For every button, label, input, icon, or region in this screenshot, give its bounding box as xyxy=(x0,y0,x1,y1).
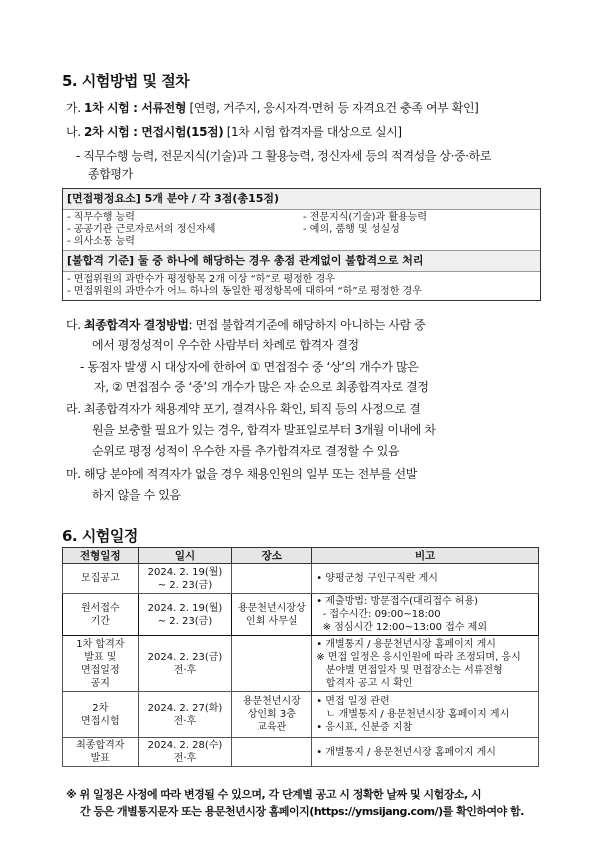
date-cell-line: 전·후 xyxy=(173,753,197,764)
item-ra-line3: 순위로 평정 성적이 우수한 자를 추가합격자로 결정할 수 있음 xyxy=(92,444,400,458)
stage-cell-line: 기간 xyxy=(90,615,110,627)
date-cell-line: 2024. 2. 19(월) xyxy=(147,602,223,614)
item-ga-prefix: 가. xyxy=(66,101,85,115)
evaluation-row xyxy=(63,236,540,248)
schedule-row xyxy=(63,738,539,767)
schedule-table xyxy=(62,547,539,767)
date-cell-line: 2024. 2. 27(화) xyxy=(147,702,223,714)
stage-cell xyxy=(63,594,139,636)
stage-cell-line: 면접시험 xyxy=(80,715,120,727)
header-stage: 전형일정 xyxy=(63,548,139,564)
note-cell-line: 분야별 면접일자 및 면접장소는 서류전형 xyxy=(316,664,503,676)
date-cell-line: 2024. 2. 19(월) xyxy=(147,566,223,578)
section6-title: 6. 시험일정 xyxy=(62,527,138,545)
note-cell xyxy=(312,738,539,767)
schedule-row xyxy=(63,564,539,594)
evaluation-item: - 공공기관 근로자로서의 정신자세 xyxy=(67,224,216,235)
stage-cell-line: 공지 xyxy=(90,677,110,689)
item-da xyxy=(66,316,425,333)
date-cell-line: 전·후 xyxy=(173,715,197,727)
note-cell xyxy=(312,636,539,692)
place-cell-line: 용문천년시장 xyxy=(242,696,301,707)
fail-criteria-item: - 면접위원의 과반수가 평정항목 2개 이상 “하”로 평정한 경우 xyxy=(67,274,335,285)
stage-cell-line: 2차 xyxy=(92,702,109,714)
schedule-header-row xyxy=(63,548,539,564)
header-place: 장소 xyxy=(232,548,312,564)
place-cell xyxy=(232,594,312,636)
stage-cell-line: 발표 및 xyxy=(84,651,117,663)
place-cell xyxy=(232,564,312,594)
item-ra-line1: 라. 최종합격자가 채용계약 포기, 결격사유 확인, 퇴직 등의 사정으로 결 xyxy=(66,402,421,416)
item-ga xyxy=(66,99,478,116)
item-na-sub2: 종합평가 xyxy=(88,167,133,181)
note-cell-line: • 응시표, 신분증 지참 xyxy=(316,722,413,733)
date-cell xyxy=(138,564,232,594)
item-ga-label2: 서류전형 xyxy=(141,101,187,115)
note-cell-line: • 제출방법: 방문접수(대리접수 허용) xyxy=(316,596,479,607)
note-cell xyxy=(312,594,539,636)
evaluation-item: - 전문지식(기술)과 활용능력 xyxy=(303,212,428,223)
header-date: 일시 xyxy=(138,548,232,564)
item-da-text: : 면접 불합격기준에 해당하지 아니하는 사람 중 xyxy=(188,318,426,332)
date-cell-line: ~ 2. 23(금) xyxy=(157,579,213,591)
date-cell xyxy=(138,636,232,692)
date-cell-line: 전·후 xyxy=(173,664,197,676)
note-cell-line: • 면접 일정 관련 xyxy=(316,696,390,707)
item-da-sub1: - 동점자 발생 시 대상자에 한하여 ① 면접점수 중 ‘상’의 개수가 많은 xyxy=(80,360,419,374)
date-cell-line: 2024. 2. 23(금) xyxy=(147,651,223,663)
date-cell xyxy=(138,738,232,767)
item-ra-line2: 원을 보충할 필요가 있는 경우, 합격자 발표일로부터 3개월 이내에 차 xyxy=(92,423,436,437)
place-cell-line: 교육관 xyxy=(257,722,287,733)
item-ga-label: 1차 시험 : xyxy=(84,101,142,115)
note-cell-line: • 개별통지 / 용문천년시장 홈페이지 게시 xyxy=(316,638,496,650)
item-ga-text: [연령, 거주지, 응시자격·면허 등 자격요건 충족 여부 확인] xyxy=(186,101,479,115)
note-cell-line: ㄴ 개별통지 / 용문천년시장 홈페이지 게시 xyxy=(316,709,510,720)
item-da-label: 최종합격자 결정방법 xyxy=(84,318,189,332)
schedule-body xyxy=(63,564,539,767)
item-na-label: 2차 시험 : 면접시험(15점) xyxy=(84,125,224,139)
item-na-prefix: 나. xyxy=(66,125,85,139)
item-na xyxy=(66,123,402,140)
item-na-text: [1차 시험 합격자를 대상으로 실시] xyxy=(223,125,402,139)
stage-cell xyxy=(63,738,139,767)
item-ma-line2: 하지 않을 수 있음 xyxy=(92,488,181,502)
item-da-prefix: 다. xyxy=(66,318,85,332)
item-ma-line1: 마. 해당 분야에 적격자가 없을 경우 채용인원의 일부 또는 전부를 선발 xyxy=(66,467,417,481)
date-cell-line: ~ 2. 23(금) xyxy=(157,615,213,627)
note-cell-line: • 양평군청 구인구직란 게시 xyxy=(316,573,438,584)
evaluation-header: [면접평정요소] 5개 분야 / 각 3점(총15점) xyxy=(63,189,540,210)
date-cell xyxy=(138,692,232,738)
item-da-line2: 에서 평정성적이 우수한 사람부터 차례로 합격자 결정 xyxy=(92,338,359,352)
place-cell xyxy=(232,692,312,738)
evaluation-row xyxy=(63,224,540,236)
stage-cell-line: 원서접수 xyxy=(80,602,120,614)
note-cell xyxy=(312,692,539,738)
note-cell-line: - 접수시간: 09:00~18:00 xyxy=(316,609,441,620)
footnote-line2: 간 등은 개별통지문자 또는 용문천년시장 홈페이지(https://ymsijang.com/)를 확인하여야 함. xyxy=(80,805,524,818)
stage-cell-line: 발표 xyxy=(90,753,110,764)
place-cell-line: 인회 사무실 xyxy=(246,615,298,627)
note-cell-line: ※ 면접 일정은 응시인원에 따라 조정되며, 응시 xyxy=(316,651,521,663)
note-cell-line: 합격자 공고 시 확인 xyxy=(316,677,413,689)
date-cell xyxy=(138,594,232,636)
schedule-row xyxy=(63,692,539,738)
evaluation-box xyxy=(62,188,541,301)
fail-criteria-header: [불합격 기준] 둘 중 하나에 해당하는 경우 총점 관계없이 불합격으로 처리 xyxy=(63,250,540,272)
fail-criteria-item: - 면접위원의 과반수가 어느 하나의 동일한 평정항목에 대하여 “하”로 평정한 경우 xyxy=(67,286,422,297)
place-cell xyxy=(232,738,312,767)
fail-criteria-items xyxy=(63,272,540,300)
evaluation-item: - 직무수행 능력 xyxy=(67,212,135,223)
stage-cell-line: 1차 합격자 xyxy=(76,638,125,650)
note-cell-line: ※ 점심시간 12:00~13:00 접수 제외 xyxy=(316,622,487,633)
item-na-sub1: - 직무수행 능력, 전문지식(기술)과 그 활용능력, 정신자세 등의 적격성을 상·중·하로 xyxy=(76,149,492,163)
evaluation-item: - 의사소통 능력 xyxy=(67,236,135,247)
stage-cell-line: 모집공고 xyxy=(80,573,120,584)
stage-cell xyxy=(63,564,139,594)
note-cell xyxy=(312,564,539,594)
place-cell-line: 용문천년시장상 xyxy=(237,602,306,614)
schedule-row xyxy=(63,594,539,636)
header-note: 비고 xyxy=(312,548,539,564)
item-da-sub2: 자, ② 면접점수 중 ‘중’의 개수가 많은 자 순으로 최종합격자로 결정 xyxy=(94,380,429,394)
place-cell-line: 상인회 3층 xyxy=(247,709,296,720)
stage-cell-line: 면접일정 xyxy=(80,664,120,676)
evaluation-item: - 예의, 품행 및 성실성 xyxy=(303,224,400,235)
schedule-row xyxy=(63,636,539,692)
stage-cell xyxy=(63,636,139,692)
note-cell-line: • 개별통지 / 용문천년시장 홈페이지 게시 xyxy=(316,746,496,758)
footnote-line1: ※ 위 일정은 사정에 따라 변경될 수 있으며, 각 단계별 공고 시 정확한 날짜 및 시험장소, 시 xyxy=(66,788,482,801)
stage-cell-line: 최종합격자 xyxy=(76,740,125,751)
evaluation-items xyxy=(63,210,540,250)
evaluation-row xyxy=(63,212,540,224)
section5-title: 5. 시험방법 및 절차 xyxy=(62,72,190,90)
stage-cell xyxy=(63,692,139,738)
place-cell xyxy=(232,636,312,692)
date-cell-line: 2024. 2. 28(수) xyxy=(147,740,223,751)
